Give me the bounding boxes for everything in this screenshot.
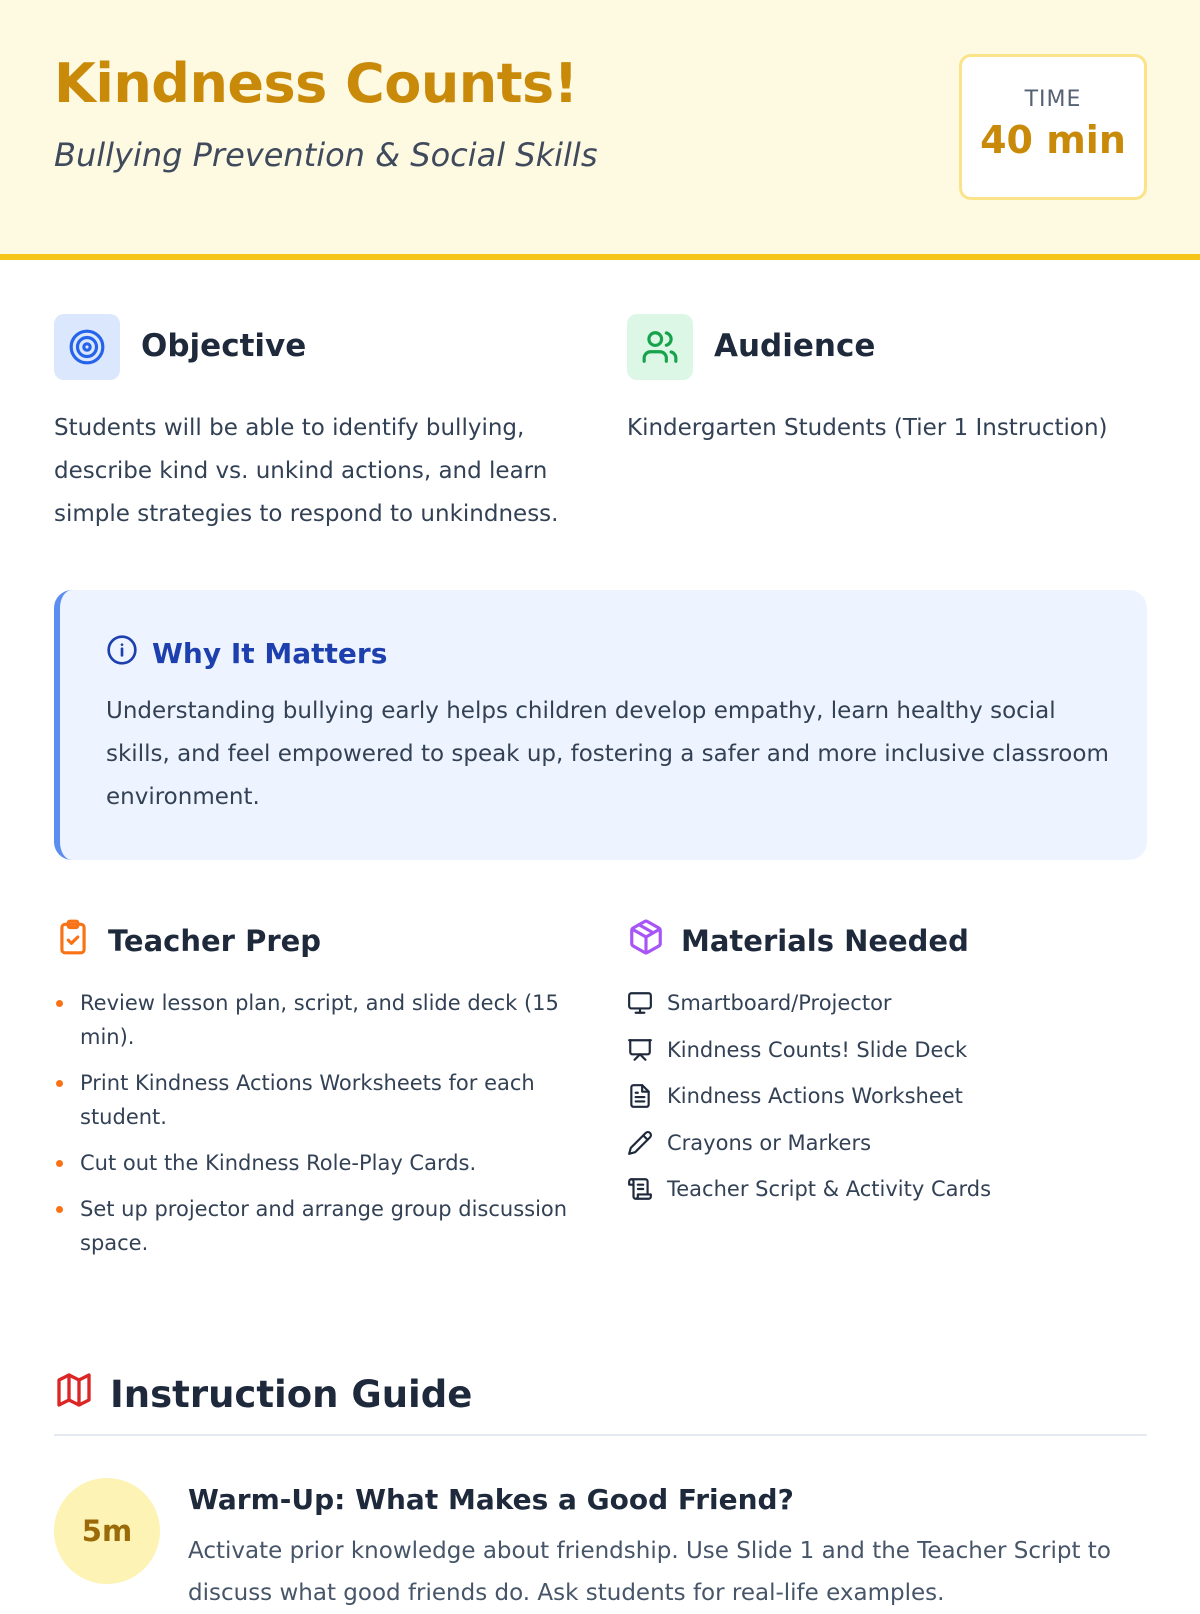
time-label: TIME [1024, 87, 1082, 112]
prep-item-text: Set up projector and arrange group discussion space. [80, 1197, 568, 1255]
lesson-subtitle: Bullying Prevention & Social Skills [54, 136, 598, 174]
bullet-dot [56, 1000, 63, 1007]
materials-heading-row [627, 918, 969, 963]
prep-item-text: Cut out the Kindness Role-Play Cards. [80, 1151, 477, 1175]
prep-item [54, 1192, 574, 1260]
materials-list [627, 986, 1147, 1219]
material-item [627, 1172, 1147, 1206]
time-card [959, 54, 1147, 200]
map-icon [54, 1370, 94, 1419]
document-icon [627, 1083, 653, 1109]
time-value: 40 min [980, 118, 1126, 162]
teacher-prep-list [54, 986, 574, 1272]
bullet-dot [56, 1160, 63, 1167]
scroll-icon [627, 1176, 653, 1202]
objective-text: Students will be able to identify bullying, describe kind vs. unkind actions, and learn simple strategies to respond to unkindness. [54, 415, 559, 527]
target-icon [54, 314, 120, 380]
lesson-title: Kindness Counts! [54, 52, 578, 115]
prep-item-text: Review lesson plan, script, and slide deck (15 min). [80, 991, 559, 1049]
materials-heading: Materials Needed [681, 923, 969, 958]
prep-item [54, 1066, 574, 1134]
material-label: Crayons or Markers [667, 1130, 872, 1155]
material-item [627, 1126, 1147, 1160]
lesson-header [0, 0, 1200, 260]
prep-item-text: Print Kindness Actions Worksheets for each student. [80, 1071, 535, 1129]
step-title: Warm-Up: What Makes a Good Friend? [188, 1483, 794, 1516]
prep-item [54, 1146, 574, 1180]
material-label: Kindness Actions Worksheet [667, 1084, 963, 1108]
clipboard-check-icon [54, 918, 92, 963]
audience-text: Kindergarten Students (Tier 1 Instruction) [627, 415, 1108, 441]
monitor-icon [627, 990, 653, 1016]
why-text: Understanding bullying early helps children develop empathy, learn healthy social skills, and feel empowered to speak up, fostering a safer and more inclusive classroom environment. [106, 698, 1109, 810]
material-label: Smartboard/Projector [667, 991, 892, 1015]
why-heading-row [106, 634, 387, 673]
teacher-prep-heading-row [54, 918, 321, 963]
material-item [627, 1033, 1147, 1067]
package-icon [627, 918, 665, 963]
teacher-prep-heading: Teacher Prep [108, 923, 322, 958]
step-duration-badge: 5m [54, 1478, 160, 1584]
objective-heading: Objective [141, 328, 307, 364]
bullet-dot [56, 1206, 63, 1213]
instruction-guide-heading: Instruction Guide [110, 1373, 473, 1416]
material-item [627, 986, 1147, 1020]
pencil-icon [627, 1130, 653, 1156]
material-label: Teacher Script & Activity Cards [667, 1177, 992, 1201]
presentation-icon [627, 1037, 653, 1063]
why-it-matters-callout [54, 590, 1147, 860]
bullet-dot [56, 1080, 63, 1087]
divider [54, 1434, 1147, 1436]
users-icon [627, 314, 693, 380]
material-label: Kindness Counts! Slide Deck [667, 1037, 968, 1062]
prep-item [54, 986, 574, 1054]
material-item [627, 1079, 1147, 1113]
audience-heading: Audience [714, 328, 876, 364]
step-description: Activate prior knowledge about friendship. Use Slide 1 and the Teacher Script to discuss what good friends do. Ask students for real-life examples. [188, 1538, 1111, 1606]
info-icon [106, 634, 138, 673]
why-heading: Why It Matters [152, 637, 388, 670]
instruction-guide-heading-row [54, 1370, 472, 1419]
